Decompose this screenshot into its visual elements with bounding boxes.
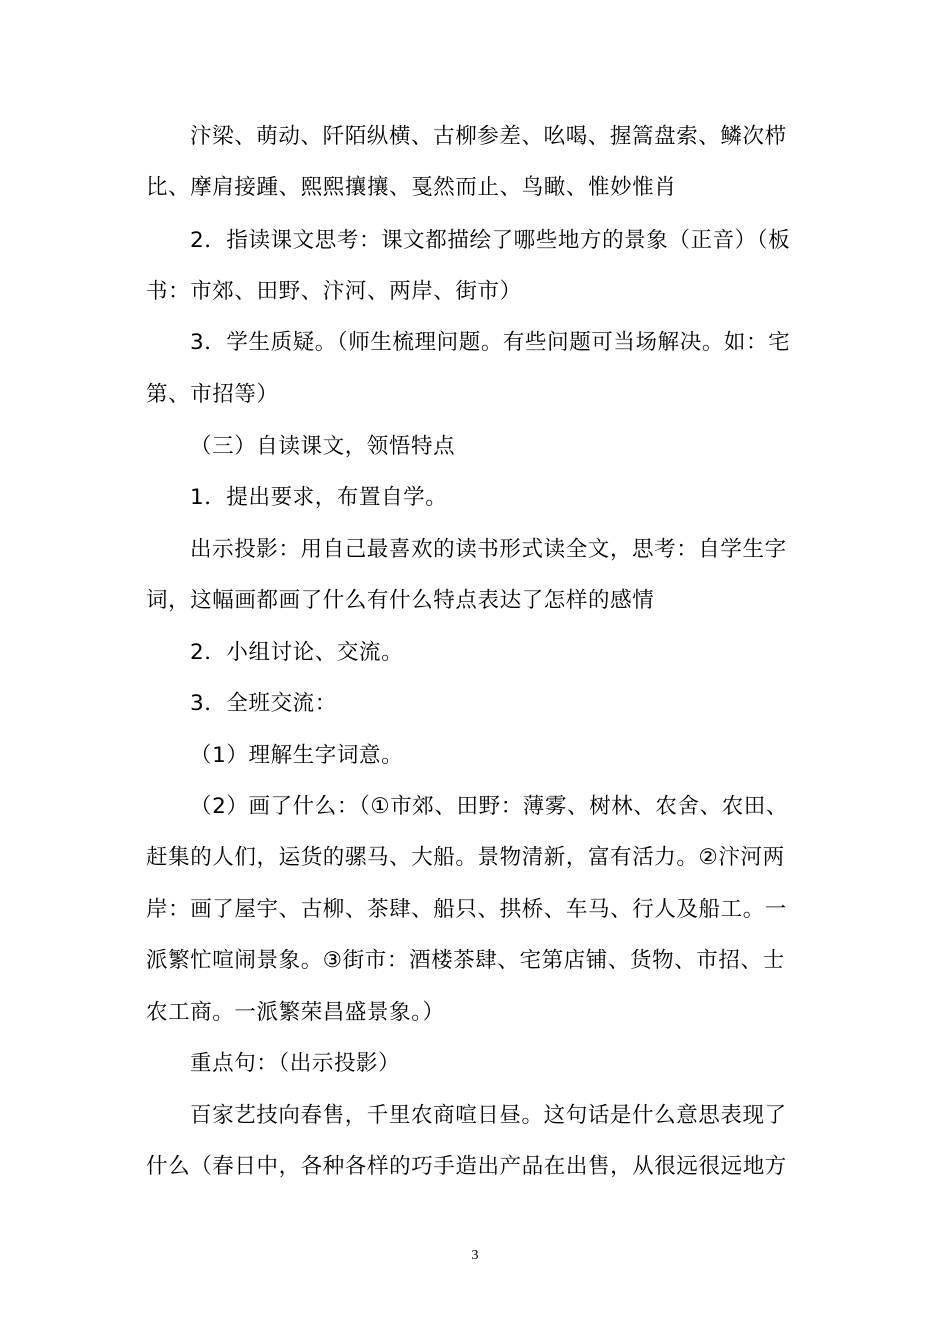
text-line: 派繁忙喧闹景象。③街市：酒楼茶肆、宅第店铺、货物、市招、士 (146, 948, 785, 973)
text-line: （1）理解生字词意。 (190, 743, 404, 768)
section-heading: （三）自读课文，领悟特点 (190, 434, 456, 459)
text-line: 2．小组讨论、交流。 (190, 640, 404, 665)
text-line: 百家艺技向春售，千里农商喧日昼。这句话是什么意思表现了 (190, 1103, 787, 1128)
text-line: 赶集的人们，运货的骡马、大船。景物清新，富有活力。②汴河两 (146, 845, 785, 870)
text-line: 汴梁、萌动、阡陌纵横、古柳参差、吆喝、握篙盘索、鳞次栉 (190, 124, 787, 149)
text-line: 农工商。一派繁荣昌盛景象。） (146, 1000, 445, 1025)
text-line: 岸：画了屋宇、古柳、茶肆、船只、拱桥、车马、行人及船工。一 (146, 897, 787, 922)
text-line: 出示投影：用自己最喜欢的读书形式读全文，思考：自学生字 (190, 537, 787, 562)
text-line: 重点句：（出示投影） (190, 1051, 401, 1076)
text-line: 第、市招等） (146, 382, 279, 407)
text-line: 2．指读课文思考：课文都描绘了哪些地方的景象（正音）（板 (190, 228, 791, 253)
text-line: 什么（春日中，各种各样的巧手造出产品在出售，从很远很远地方 (146, 1154, 787, 1179)
text-line: 词，这幅画都画了什么有什么特点表达了怎样的感情 (146, 588, 655, 613)
text-line: （2）画了什么：（①市郊、田野：薄雾、树林、农舍、农田、 (190, 794, 789, 819)
text-line: 3．学生质疑。（师生梳理问题。有些问题可当场解决。如：宅 (190, 330, 791, 355)
text-line: 书：市郊、田野、汴河、两岸、街市） (146, 279, 522, 304)
text-line: 比、摩肩接踵、熙熙攘攘、戛然而止、鸟瞰、惟妙惟肖 (146, 175, 677, 200)
text-line: 1．提出要求，布置自学。 (190, 485, 448, 510)
text-line: 3．全班交流： (190, 691, 337, 716)
page-number: 3 (471, 1248, 479, 1263)
